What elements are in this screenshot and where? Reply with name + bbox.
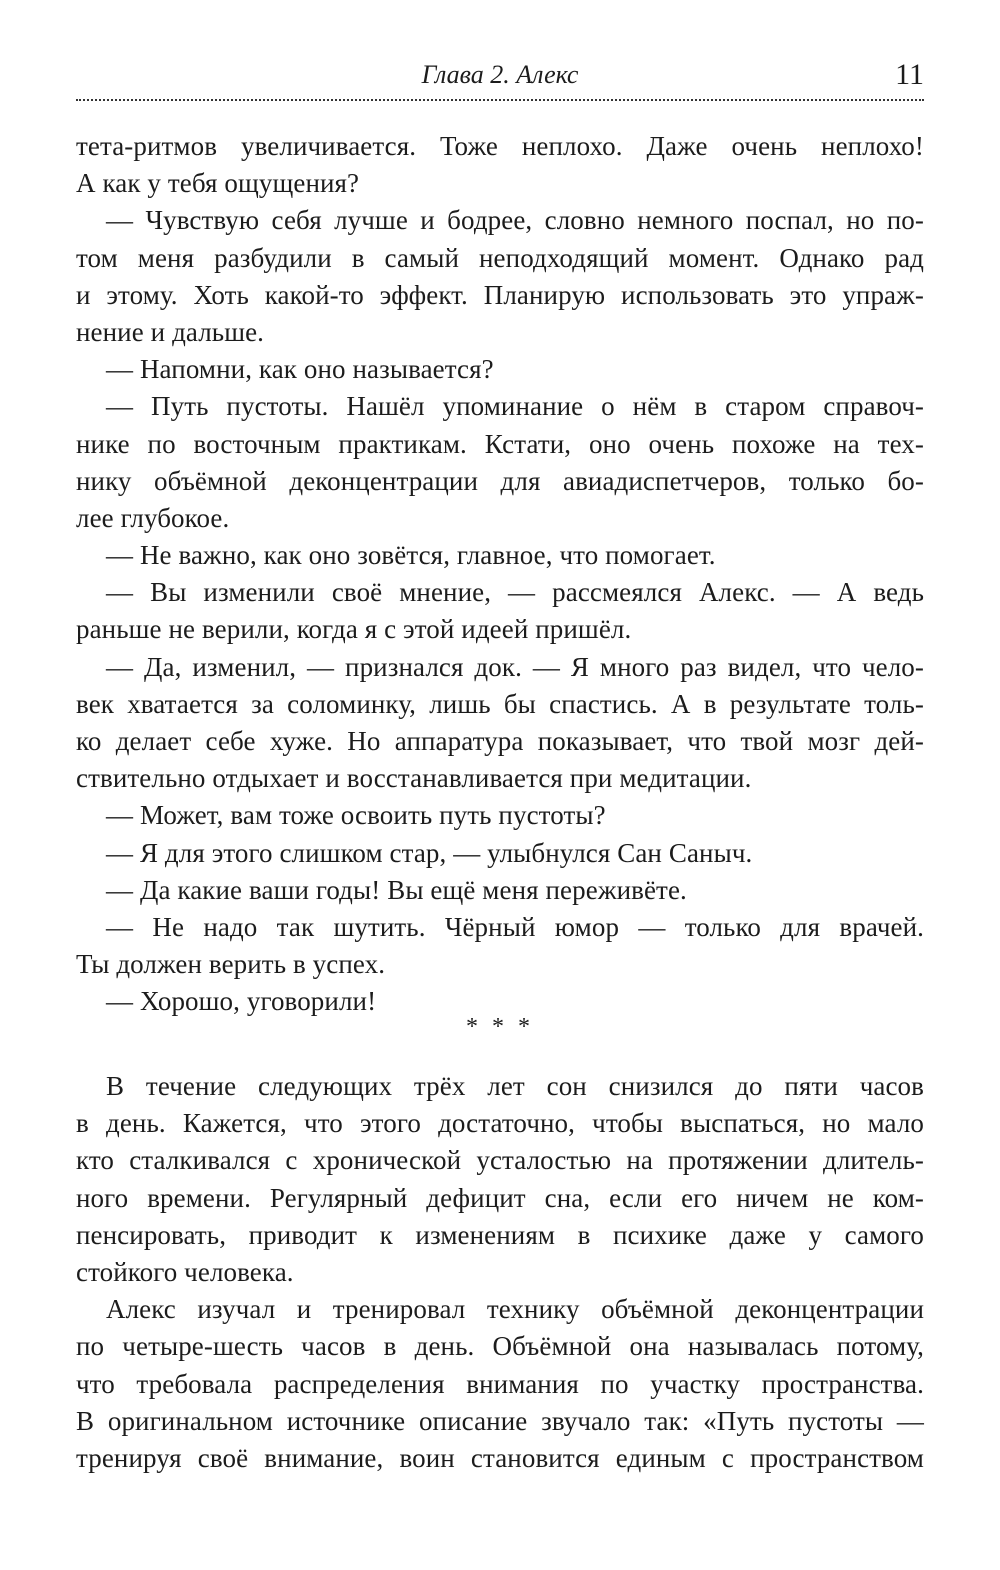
running-header	[76, 58, 924, 98]
text-line: пенсировать, приводит к изменениям в психике даже у самого	[76, 1219, 924, 1250]
text-line: — Может, вам тоже освоить путь пустоты?	[106, 800, 606, 831]
page-number: 11	[895, 58, 924, 91]
text-line: — Я для этого слишком стар, — улыбнулся Сан Саныч.	[106, 837, 753, 868]
text-line: ствительно отдыхает и восстанавливается при медитации.	[76, 763, 752, 794]
text-line: век хватается за соломинку, лишь бы спастись. А в результате толь-	[76, 688, 924, 719]
text-line: нике по восточным практикам. Кстати, оно очень похоже на тех-	[76, 428, 924, 459]
text-line: и этому. Хоть какой-то эффект. Планирую использовать это упраж-	[76, 279, 924, 310]
text-line: — Да какие ваши годы! Вы ещё меня переживёте.	[106, 874, 687, 905]
text-line: ко делает себе хуже. Но аппаратура показывает, что твой мозг дей-	[76, 726, 924, 756]
text-line: — Чувствую себя лучше и бодрее, словно немного поспал, но по-	[106, 205, 924, 236]
text-line: — Путь пустоты. Нашёл упоминание о нём в старом справоч-	[106, 391, 924, 422]
text-line: В оригинальном источнике описание звучало так: «Путь пустоты —	[76, 1405, 924, 1436]
text-line: Алекс изучал и тренировал технику объёмной деконцентрации	[106, 1294, 924, 1325]
narrative-section	[76, 1068, 924, 1477]
text-line: тета-ритмов увеличивается. Тоже неплохо. Даже очень неплохо!	[76, 131, 924, 161]
text-line: нику объёмной деконцентрации для авиадиспетчеров, только бо-	[76, 465, 924, 496]
text-line: Ты должен верить в успех.	[76, 949, 386, 980]
text-line: А как у тебя ощущения?	[76, 168, 360, 199]
header-divider	[76, 99, 924, 101]
dialogue-section	[76, 128, 924, 1021]
text-line: нение и дальше.	[76, 316, 265, 347]
text-line: что требовала распределения внимания по участку пространства.	[76, 1368, 924, 1399]
text-line: по четыре-шесть часов в день. Объёмной она называлась потому,	[76, 1331, 924, 1362]
text-line: — Напомни, как оно называется?	[106, 354, 494, 385]
text-line: в день. Кажется, что этого достаточно, чтобы выспаться, но мало	[76, 1108, 924, 1139]
text-line: — Не надо так шутить. Чёрный юмор — только для врачей.	[106, 911, 924, 942]
text-line: — Не важно, как оно зовётся, главное, что помогает.	[106, 540, 716, 571]
text-line: тренируя своё внимание, воин становится единым с пространством	[76, 1442, 924, 1473]
text-line: ного времени. Регулярный дефицит сна, если его ничем не ком-	[76, 1182, 924, 1213]
text-line: — Вы изменили своё мнение, — рассмеялся Алекс. — А ведь	[106, 577, 924, 608]
text-line: кто сталкивался с хронической усталостью на протяжении длитель-	[76, 1145, 924, 1176]
text-line: лее глубокое.	[76, 502, 230, 533]
text-line: том меня разбудили в самый неподходящий момент. Однако рад	[76, 242, 924, 273]
text-line: раньше не верили, когда я с этой идеей пришёл.	[76, 614, 632, 645]
text-line: стойкого человека.	[76, 1256, 294, 1287]
text-line: — Да, изменил, — признался док. — Я много раз видел, что чело-	[106, 651, 924, 682]
text-line: — Хорошо, уговорили!	[106, 986, 377, 1017]
section-separator: * * *	[466, 1014, 534, 1040]
text-line: В течение следующих трёх лет сон снизился до пяти часов	[106, 1071, 924, 1101]
chapter-title: Глава 2. Алекс	[421, 60, 579, 89]
